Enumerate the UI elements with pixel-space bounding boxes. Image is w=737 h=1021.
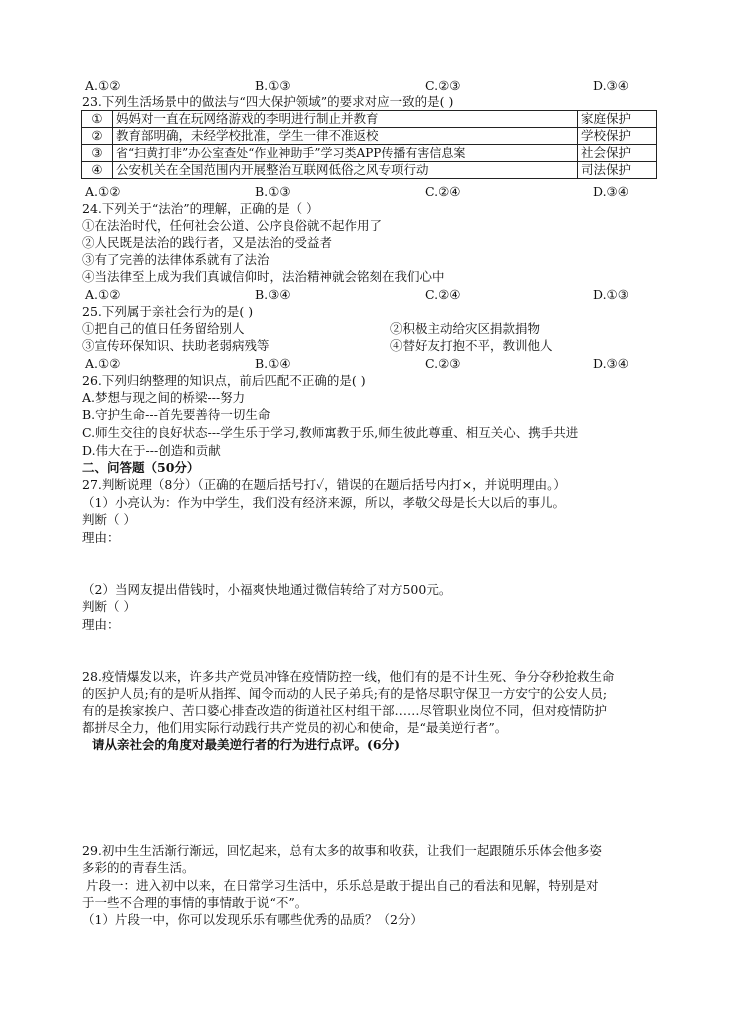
q29-line-4: 于一些不合理的事情的事情敢于说“不”。 — [82, 895, 308, 910]
q28-line-2: 的医护人员;有的是听从指挥、闻令而动的人民子弟兵;有的是恪尽职守保卫一方安宁的公安人员; — [82, 686, 608, 701]
q25-option-d: D.③④ — [593, 356, 629, 371]
table-cell-num: ② — [82, 128, 113, 145]
table-cell-num: ① — [82, 111, 113, 128]
table-cell-text: 妈妈对一直在玩网络游戏的李明进行制止并教育 — [113, 111, 578, 128]
q24-item-2: ②人民既是法治的践行者，又是法治的受益者 — [82, 235, 333, 250]
q27-part2: （2）当网友提出借钱时，小福爽快地通过微信转给了对方500元。 — [82, 582, 452, 597]
q24-item-3: ③有了完善的法律体系就有了法治 — [82, 252, 270, 267]
table-cell-num: ④ — [82, 162, 113, 179]
q26-item-c: C.师生交往的良好状态---学生乐于学习,教师寓教于乐,师生彼此尊重、相互关心、携手共进 — [82, 425, 579, 440]
q24-option-c: C.②④ — [425, 287, 461, 302]
q24-option-d: D.①③ — [593, 287, 629, 302]
q24-item-4: ④当法律至上成为我们真诚信仰时，法治精神就会铭刻在我们心中 — [82, 269, 445, 284]
q23-option-d: D.③④ — [593, 184, 629, 199]
q27-part1: （1）小亮认为：作为中学生，我们没有经济来源，所以，孝敬父母是长大以后的事儿。 — [82, 495, 565, 510]
q28-line-3: 有的是挨家挨户、苦口婆心排查改造的街道社区村组干部……尽管职业岗位不同，但对疫情防护 — [82, 703, 608, 718]
q25-item-3: ③宣传环保知识、扶助老弱病残等 — [82, 338, 270, 353]
q26-item-a: A.梦想与现之间的桥梁---努力 — [82, 390, 246, 405]
q29-question-1: （1）片段一中，你可以发现乐乐有哪些优秀的品质？（2分） — [82, 912, 423, 927]
q25-option-b: B.①④ — [255, 356, 291, 371]
table-row — [82, 128, 657, 145]
q23-option-c: C.②④ — [425, 184, 461, 199]
table-cell-num: ③ — [82, 145, 113, 162]
q26-item-b: B.守护生命---首先要善待一切生命 — [82, 407, 271, 422]
table-cell-type: 社会保护 — [578, 145, 657, 162]
table-row — [82, 145, 657, 162]
q24-stem: 24.下列关于“法治”的理解，正确的是（ ） — [82, 201, 319, 216]
table-row — [82, 111, 657, 128]
q22-option-d: D.③④ — [593, 78, 629, 93]
q22-option-c: C.②③ — [425, 78, 461, 93]
q24-option-a: A.①② — [85, 287, 121, 302]
table-cell-text: 教育部明确，未经学校批准，学生一律不准返校 — [113, 128, 578, 145]
q23-option-b: B.①③ — [255, 184, 291, 199]
q27-stem: 27.判断说理（8分）（正确的在题后括号打✓，错误的在题后括号内打×，并说明理由。） — [82, 477, 566, 492]
table-cell-text: 省“扫黄打非”办公室查处“作业神助手”学习类APP传播有害信息案 — [113, 145, 578, 162]
table-cell-type: 家庭保护 — [578, 111, 657, 128]
q27-judge-2: 判断（ ） — [82, 599, 136, 614]
q27-reason-2: 理由： — [82, 617, 120, 632]
section-heading: 二、问答题（50分） — [82, 460, 200, 475]
q28-prompt: 请从亲社会的角度对最美逆行者的行为进行点评。(6分) — [92, 737, 401, 752]
q22-option-a: A.①② — [85, 78, 121, 93]
q26-item-d: D.伟大在于---创造和贡献 — [82, 443, 221, 458]
q23-stem: 23.下列生活场景中的做法与“四大保护领域”的要求对应一致的是( ) — [82, 94, 454, 109]
q29-line-2: 多彩的的青春生活。 — [82, 860, 195, 875]
q24-item-1: ①在法治时代，任何社会公道、公序良俗就不起作用了 — [82, 218, 383, 233]
q27-reason-1: 理由： — [82, 530, 120, 545]
q24-option-b: B.③④ — [255, 287, 291, 302]
q25-option-c: C.②③ — [425, 356, 461, 371]
q25-stem: 25.下列属于亲社会行为的是( ) — [82, 304, 254, 319]
q27-judge-1: 判断（ ） — [82, 512, 136, 527]
q28-line-4: 都拼尽全力，他们用实际行动践行共产党员的初心和使命，是“最美逆行者”。 — [82, 720, 508, 735]
q22-option-b: B.①③ — [255, 78, 291, 93]
table-cell-type: 司法保护 — [578, 162, 657, 179]
q29-line-1: 29.初中生生活渐行渐远，回忆起来，总有太多的故事和收获，让我们一起跟随乐乐体会他多姿 — [82, 843, 602, 858]
table-cell-text: 公安机关在全国范围内开展整治互联网低俗之风专项行动 — [113, 162, 578, 179]
table-row — [82, 162, 657, 179]
q25-item-4: ④替好友打抱不平，教训他人 — [390, 338, 553, 353]
q28-line-1: 28.疫情爆发以来，许多共产党员冲锋在疫情防控一线，他们有的是不计生死、争分夺秒抢救生命 — [82, 669, 615, 684]
q25-item-2: ②积极主动给灾区捐款捐物 — [390, 321, 541, 336]
table-cell-type: 学校保护 — [578, 128, 657, 145]
q23-table — [81, 110, 657, 179]
q29-line-3: 片段一：进入初中以来，在日常学习生活中，乐乐总是敢于提出自己的看法和见解，特别是对 — [86, 878, 599, 893]
q26-stem: 26.下列归纳整理的知识点，前后匹配不正确的是( ) — [82, 373, 366, 388]
q25-option-a: A.①② — [85, 356, 121, 371]
q23-option-a: A.①② — [85, 184, 121, 199]
q25-item-1: ①把自己的值日任务留给别人 — [82, 321, 245, 336]
